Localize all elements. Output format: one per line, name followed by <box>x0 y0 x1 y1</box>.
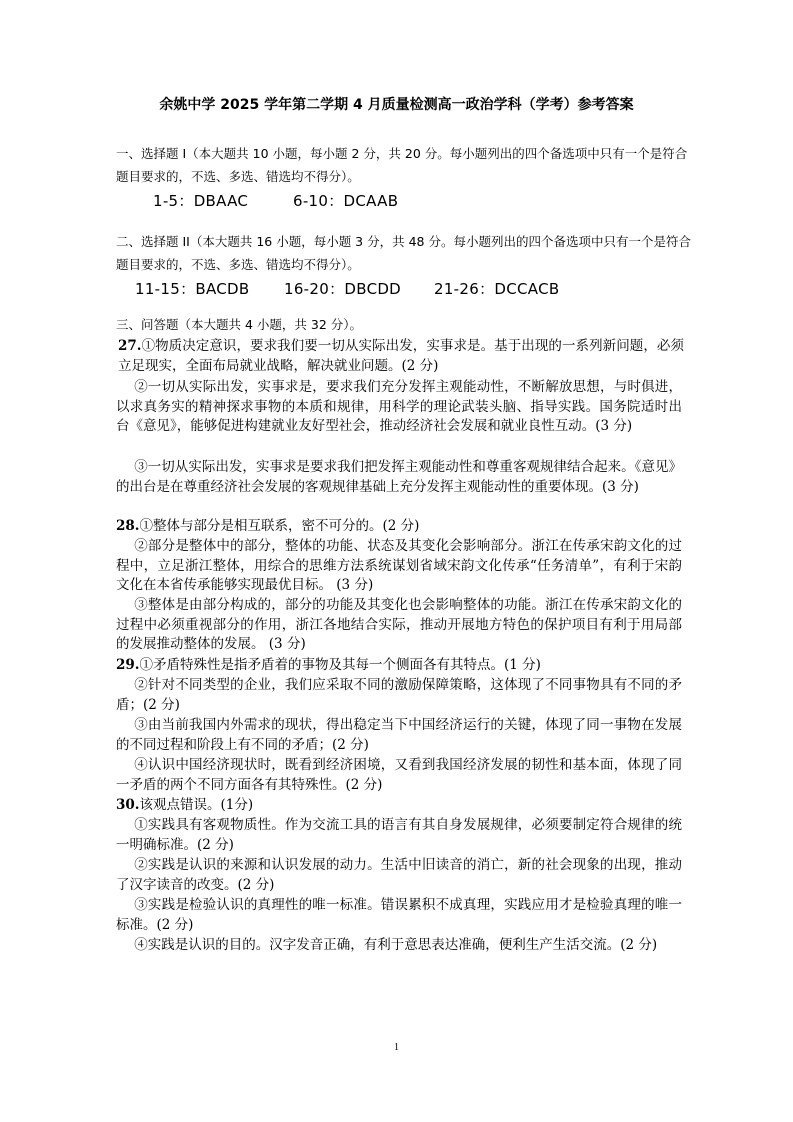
section1-answers-6-10: 6-10：DCAAB <box>293 192 399 210</box>
q30-point-1: ①实践具有客观物质性。作为交流工具的语言有其自身发展规律，必须要制定符合规律的统一明确标准。(2 分) <box>116 817 682 853</box>
q27-point-3: ③一切从实际出发，实事求是要求我们把发挥主观能动性和尊重客观规律结合起来。《意见》的出台是在尊重经济社会发展的客观规律基础上充分发挥主观能动性的重要体现。(3 分) <box>116 459 682 495</box>
document-title: 余姚中学 2025 学年第二学期 4 月质量检测高一政治学科（学考）参考答案 <box>159 97 634 113</box>
section2-heading: 二、选择题 II（本大题共 16 小题，每小题 3 分，共 48 分。每小题列出的四个备选项中只有一个是符合题目要求的，不选、多选、错选均不得分）。 <box>116 234 691 272</box>
q30-point-3: ③实践是检验认识的真理性的唯一标准。错误累积不成真理，实践应用才是检验真理的唯一标准。(2 分) <box>116 897 682 933</box>
q28-number: 28. <box>116 518 140 534</box>
section2-answers-16-20: 16-20：DBCDD <box>284 280 402 298</box>
q29-number: 29. <box>116 657 140 673</box>
page-number: 1 <box>394 1042 399 1053</box>
q27-point-2: ②一切从实际出发，实事求是，要求我们充分发挥主观能动性，不断解放思想，与时俱进，以求真务实的精神探求事物的本质和规律，用科学的理论武装头脑、指导实践。国务院适时出台《意见》，能够促进构建就业友好型社会，推动经济社会发展和就业良性互动。(3 分) <box>116 379 682 435</box>
section1-heading: 一、选择题 I（本大题共 10 小题，每小题 2 分，共 20 分。每小题列出的四个备选项中只有一个是符合题目要求的，不选、多选、错选均不得分）。 <box>116 146 688 184</box>
q30-number: 30. <box>116 797 140 813</box>
section1-answers-1-5: 1-5：DBAAC <box>153 192 249 210</box>
q29-point-1: 29.①矛盾特殊性是指矛盾着的事物及其每一个侧面各有其特点。(1 分) <box>116 657 541 673</box>
section2-answers-11-15: 11-15：BACDB <box>135 280 250 298</box>
q30-verdict: 30.该观点错误。(1分) <box>116 797 254 813</box>
section3-heading: 三、问答题（本大题共 4 小题，共 32 分）。 <box>116 317 363 332</box>
q27-number: 27. <box>118 338 142 354</box>
q28-point-3: ③整体是由部分构成的，部分的功能及其变化也会影响整体的功能。浙江在传承宋韵文化的过程中必须重视部分的作用，浙江各地结合实际，推动开展地方特色的保护项目有利于用局部的发展推动整体的发展。 (3 分) <box>116 597 682 653</box>
q30-point-2: ②实践是认识的来源和认识发展的动力。生活中旧读音的消亡，新的社会现象的出现，推动了汉字读音的改变。(2 分) <box>116 857 682 893</box>
q27-point-1: 27.①物质决定意识，要求我们要一切从实际出发，实事求是。基于出现的一系列新问题，必须立足现实，全面布局就业战略，解决就业问题。(2 分) <box>118 338 684 374</box>
section2-answers-21-26: 21-26：DCCACB <box>434 280 560 298</box>
q29-point-3: ③由当前我国内外需求的现状，得出稳定当下中国经济运行的关键，体现了同一事物在发展的不同过程和阶段上有不同的矛盾；(2 分) <box>116 717 682 753</box>
q29-point-4: ④认识中国经济现状时，既看到经济困境，又看到我国经济发展的韧性和基本面，体现了同一矛盾的两个不同方面各有其特殊性。(2 分) <box>116 757 682 793</box>
q28-point-1: 28.①整体与部分是相互联系，密不可分的。(2 分) <box>116 518 420 534</box>
q30-point-4: ④实践是认识的目的。汉字发音正确，有利于意思表达准确，便利生产生活交流。(2 分) <box>134 937 658 953</box>
q28-point-2: ②部分是整体中的部分，整体的功能、状态及其变化会影响部分。浙江在传承宋韵文化的过程中，立足浙江整体，用综合的思维方法系统谋划省域宋韵文化传承“任务清单”，有利于宋韵文化在本省传承能够实现最优目标。 (3 分) <box>116 538 682 594</box>
q29-point-2: ②针对不同类型的企业，我们应采取不同的激励保障策略，这体现了不同事物具有不同的矛盾；(2 分) <box>116 677 682 713</box>
